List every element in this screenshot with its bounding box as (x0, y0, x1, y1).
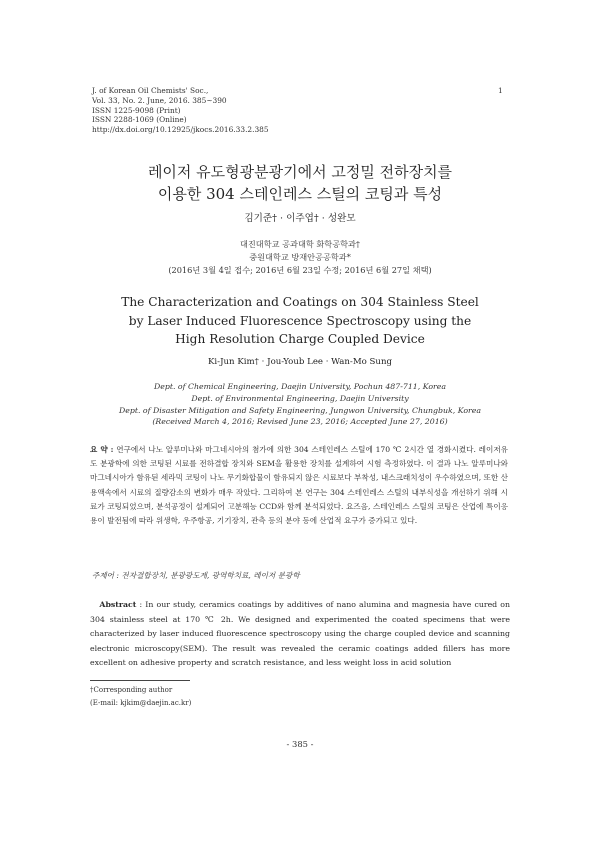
korean-dates: (2016년 3월 4일 접수; 2016년 6월 23일 수정; 2016년 6월 27일 채택) (168, 265, 432, 275)
korean-authors: 김기준† · 이주엽† · 성완모 (244, 213, 356, 224)
english-affiliations (0, 381, 600, 428)
english-title-line3: High Resolution Charge Coupled Device (175, 332, 425, 346)
english-abstract-label: Abstract (99, 600, 137, 609)
korean-affiliations (0, 238, 600, 277)
author-email: (E-mail: kjkim@daejin.ac.kr) (90, 698, 192, 707)
english-title-line2: by Laser Induced Fluorescence Spectroscopy using the (128, 313, 472, 328)
footnote (90, 684, 191, 709)
english-title (0, 293, 600, 349)
korean-abstract-text: 연구에서 나노 알루미나와 마그네시아의 첨가에 의한 304 스테인레스 스틸에 170 ℃ 2시간 열 경화시켰다. 레이저유도 분광학에 의한 코팅된 시료를 전하결합 장치와 SEM을 활용한 장치를 설계하여 시험 측정하였다. 이 결과 나노 알루미나와 마그네시아가 함유된 세라믹 코팅이 나노 무기화합물이 함유되지 않은 시료보다 부착성, 내스크래치성이 우수하였으며, 또한 산용액속에서 시료의 질량감소의 변화가 매우 작았다. 그리하여 본 연구는 304 스테인레스 스틸의 내부식성을 개선하기 위해 시료가 코팅되었으며, 분석공정이 설계되어 고분해능 CCD와 함께 분석되었다. 요즈음, 스테인레스 스틸의 코팅은 산업에 특이응용이 발전됨에 따라 위생학, 우주항공, 기기장치, 관측 등의 분야 등에 산업적 요구가 증가되고 있다. (90, 445, 508, 526)
korean-title (0, 161, 600, 205)
korean-affiliation-2: 중원대학교 방재안공공학과* (249, 252, 351, 262)
issn-print: ISSN 1225-9098 (Print) (92, 105, 181, 115)
issn-online: ISSN 2288-1069 (Online) (92, 115, 187, 125)
page-number: - 385 - (286, 739, 314, 749)
journal-name: J. of Korean Oil Chemists' Soc., (92, 86, 209, 95)
corresponding-author: †Corresponding author (90, 686, 173, 694)
footnote-divider (90, 680, 190, 681)
top-page-number: 1 (498, 86, 503, 95)
korean-title-line2: 이용한 304 스테인레스 스틸의 코팅과 특성 (157, 185, 443, 203)
english-affiliation-3: Dept. of Disaster Mitigation and Safety Engineering, Jungwon University, Chungbuk, Korea (118, 405, 482, 415)
korean-affiliation-1: 대진대학교 공과대학 화학공학과† (239, 239, 361, 249)
english-abstract-text: : In our study, ceramics coatings by additives of nano alumina and magnesia have cured on 304 stainless steel at 170 ℃ 2h. We designed and experimented the coated specimens that were characterized by laser induced fluorescence spectroscopy using the charge coupled device and scanning electronic microscopy(SEM). The result was revealed the ceramic coatings added fillers has more excellent on adhesive property and scratch resistance, and less weight loss in acid solution (90, 600, 511, 668)
journal-volume: Vol. 33, No. 2. June, 2016. 385~390 (92, 95, 227, 105)
english-authors: Ki-Jun Kim† · Jou-Youb Lee · Wan-Mo Sung (208, 357, 392, 367)
english-title-line1: The Characterization and Coatings on 304 Stainless Steel (121, 295, 479, 309)
english-affiliation-2: Dept. of Environmental Engineering, Daejin University (191, 393, 409, 403)
journal-info (92, 86, 269, 135)
english-affiliation-1: Dept. of Chemical Engineering, Daejin University, Pochun 487-711, Korea (153, 382, 447, 391)
english-dates: (Received March 4, 2016; Revised June 23, 2016; Accepted June 27, 2016) (152, 417, 448, 427)
korean-abstract-label: 요 약 : (90, 445, 114, 454)
korean-abstract (90, 443, 508, 528)
korean-title-line1: 레이저 유도형광분광기에서 고정밀 전하장치를 (147, 163, 453, 181)
doi-link[interactable]: http://dx.doi.org/10.12925/jkocs.2016.33.2.385 (92, 125, 269, 135)
english-abstract (90, 598, 510, 671)
korean-keywords: 주제어 : 전자결합장치, 분광광도계, 광역학치료, 레이저 분광학 (92, 571, 300, 580)
